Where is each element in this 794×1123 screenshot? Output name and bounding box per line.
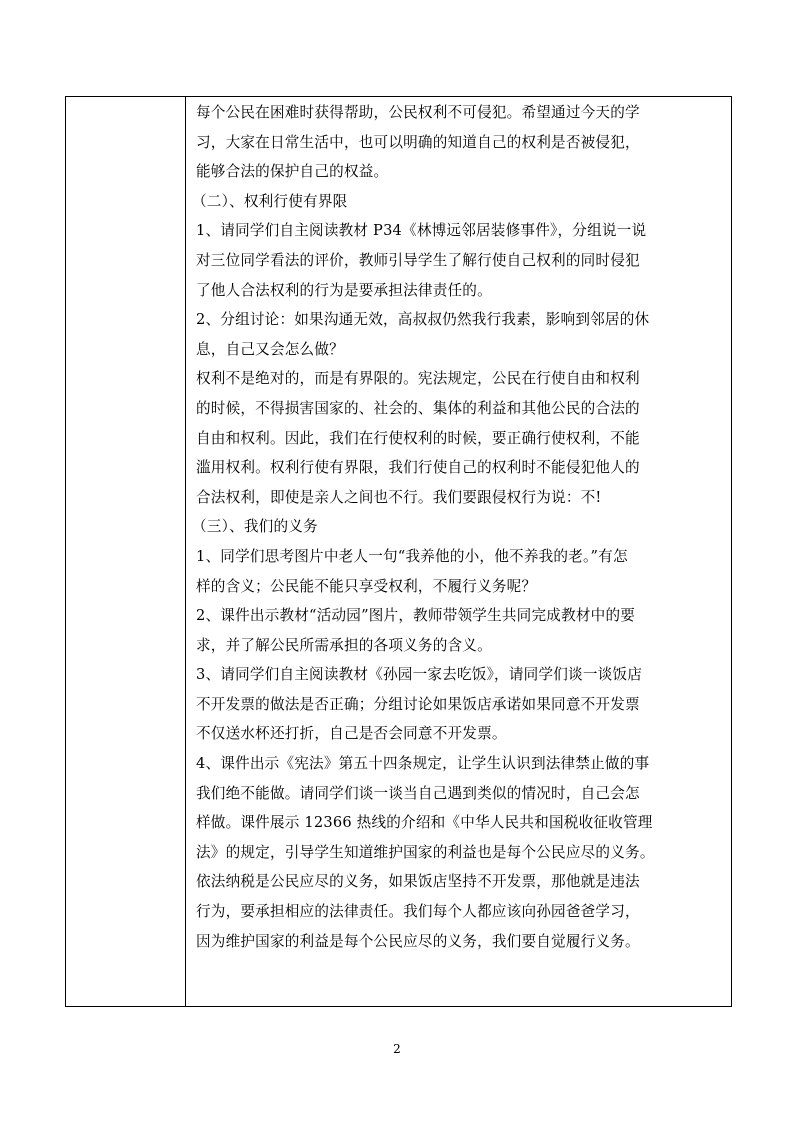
text-line: 自由和权利。因此，我们在行使权利的时候，要正确行使权利，不能 xyxy=(196,429,640,447)
text-line: 样做。课件展示 12366 热线的介绍和《中华人民共和国税收征收管理 xyxy=(196,814,653,832)
text-line: 2、课件出示教材“活动园”图片，教师带领学生共同完成教材中的要 xyxy=(196,607,636,625)
text-line: 我们绝不能做。请同学们谈一谈当自己遇到类似的情况时，自己会怎 xyxy=(196,784,640,802)
text-line: 样的含义；公民能不能只享受权利，不履行义务呢？ xyxy=(196,577,537,595)
text-line: 3、请同学们自主阅读教材《孙园一家去吃饭》，请同学们谈一谈饭店 xyxy=(196,666,643,684)
text-line: 能够合法的保护自己的权益。 xyxy=(196,163,389,181)
section-heading: （三）、我们的义务 xyxy=(192,518,318,536)
text-line: 不开发票的做法是否正确；分组讨论如果饭店承诺如果同意不开发票 xyxy=(196,695,640,713)
text-line: 滥用权利。权利行使有界限，我们行使自己的权利时不能侵犯他人的 xyxy=(196,459,640,477)
text-line: 1、请同学们自主阅读教材 P34《林博远邻居装修事件》，分组说一说 xyxy=(196,222,647,240)
text-line: 每个公民在困难时获得帮助，公民权利不可侵犯。希望通过今天的学 xyxy=(196,104,640,121)
text-line: 习，大家在日常生活中，也可以明确的知道自己的权利是否被侵犯， xyxy=(196,133,640,151)
text-line: 息，自己又会怎么做？ xyxy=(196,340,344,358)
text-line: 4、课件出示《宪法》第五十四条规定，让学生认识到法律禁止做的事 xyxy=(196,755,650,773)
text-line: 1、同学们思考图片中老人一句“我养他的小，他不养我的老。”有怎 xyxy=(196,547,628,565)
text-line: 权利不是绝对的，而是有界限的。宪法规定，公民在行使自由和权利 xyxy=(196,370,640,388)
page-number: 2 xyxy=(393,1042,401,1056)
lesson-table xyxy=(65,96,732,1007)
text-line: 行为，要承担相应的法律责任。我们每个人都应该向孙园爸爸学习， xyxy=(196,903,640,921)
text-line: 的时候，不得损害国家的、社会的、集体的利益和其他公民的合法的 xyxy=(196,399,640,417)
text-line: 了他人合法权利的行为是要承担法律责任的。 xyxy=(196,281,492,299)
text-line: 不仅送水杯还打折，自己是否会同意不开发票。 xyxy=(196,725,507,743)
left-column-cell xyxy=(66,97,186,1006)
text-line: 2、分组讨论：如果沟通无效，高叔叔仍然我行我素，影响到邻居的休 xyxy=(196,311,650,329)
text-line: 因为维护国家的利益是每个公民应尽的义务，我们要自觉履行义务。 xyxy=(196,932,640,950)
text-line: 对三位同学看法的评价，教师引导学生了解行使自己权利的同时侵犯 xyxy=(196,251,640,269)
text-line: 合法权利，即使是亲人之间也不行。我们要跟侵权行为说：不! xyxy=(196,488,602,506)
section-heading: （二）、权利行使有界限 xyxy=(192,192,348,210)
lesson-content xyxy=(192,97,723,956)
text-line: 法》的规定，引导学生知道维护国家的利益也是每个公民应尽的义务。 xyxy=(196,843,655,861)
text-line: 求，并了解公民所需承担的各项义务的含义。 xyxy=(196,636,492,654)
text-line: 依法纳税是公民应尽的义务，如果饭店坚持不开发票，那他就是违法 xyxy=(196,873,640,891)
